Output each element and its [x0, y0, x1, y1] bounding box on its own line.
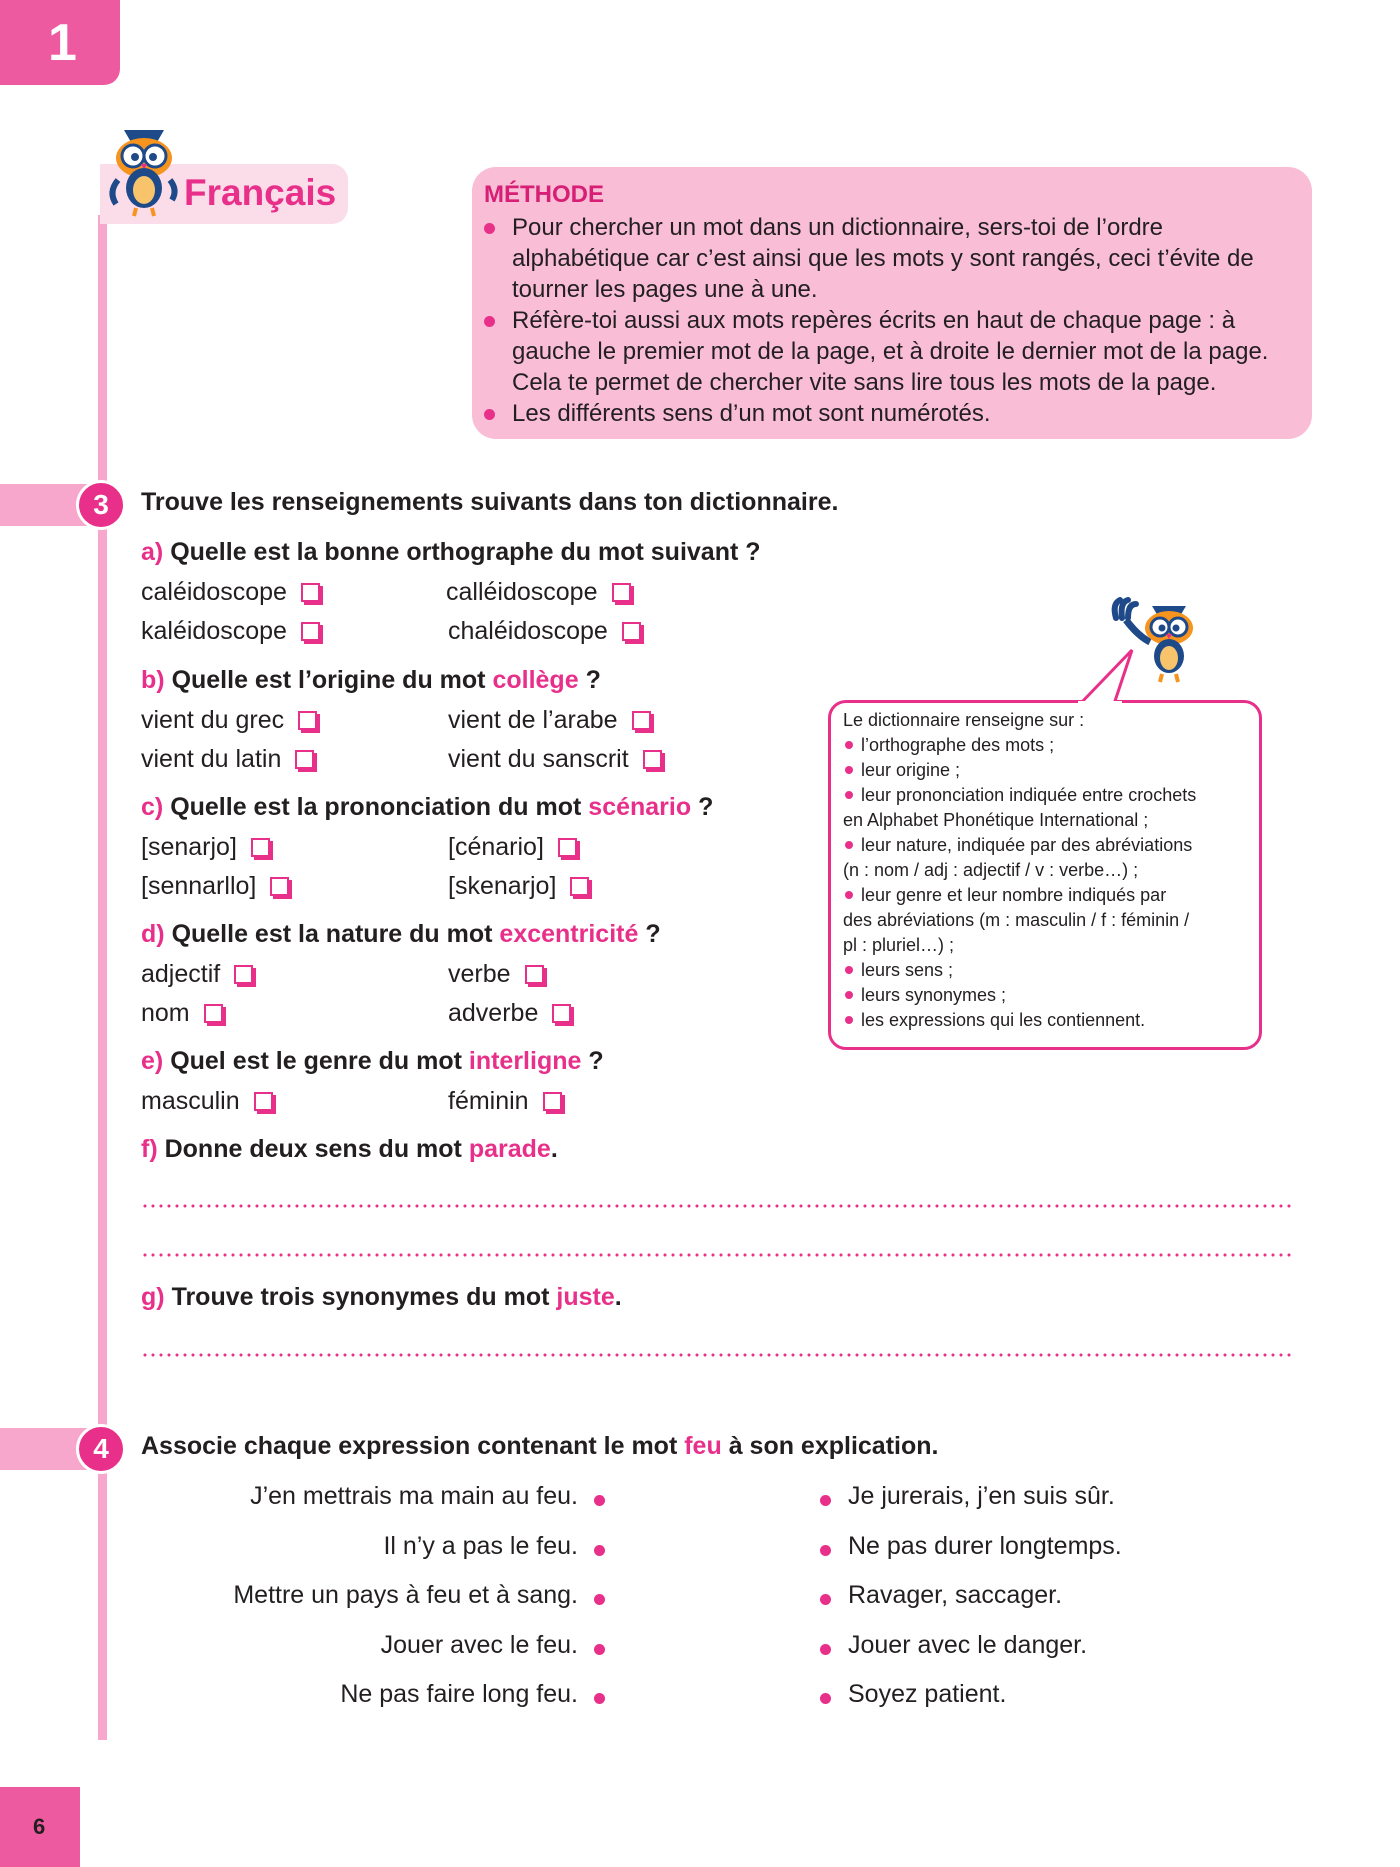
option-b-4[interactable] [448, 745, 662, 774]
question-text: Quelle est la nature du mot [171, 920, 493, 948]
question-end: . [550, 1135, 558, 1163]
option-label: chaléidoscope [448, 617, 608, 645]
page-number-tab [0, 1787, 80, 1867]
info-item: l’orthographe des mots ; [861, 735, 1055, 755]
option-label: nom [141, 999, 190, 1027]
expression-left: J’en mettrais ma main au feu. [250, 1482, 578, 1510]
question-keyword: interligne [468, 1047, 582, 1075]
checkbox[interactable] [301, 583, 320, 602]
option-d-2[interactable] [448, 960, 544, 989]
question-keyword: collège [492, 666, 579, 694]
page-number: 6 [33, 1814, 46, 1839]
option-a-1[interactable] [141, 578, 320, 607]
checkbox[interactable] [570, 877, 589, 896]
checkbox[interactable] [254, 1092, 273, 1111]
method-list [484, 212, 1304, 429]
option-e-2[interactable] [448, 1087, 562, 1116]
checkbox[interactable] [298, 711, 317, 730]
method-item: Les différents sens d’un mot sont numérotés. [484, 398, 1304, 429]
question-text: Quelle est l’origine du mot [171, 666, 486, 694]
bullet-icon [845, 766, 853, 774]
question-label: g) [141, 1283, 165, 1311]
option-d-4[interactable] [448, 999, 571, 1028]
question-text: Quelle est la bonne orthographe du mot suivant ? [170, 538, 761, 566]
exercise-4-title [141, 1432, 938, 1461]
question-end: ? [698, 793, 714, 821]
question-keyword: juste [556, 1283, 615, 1311]
question-end: ? [585, 666, 601, 694]
expression-right: Je jurerais, j’en suis sûr. [848, 1482, 1115, 1510]
expression-left: Jouer avec le feu. [380, 1631, 578, 1659]
question-label: a) [141, 538, 164, 566]
title-text: Associe chaque expression contenant le mot [141, 1432, 678, 1460]
match-dot-left[interactable] [594, 1693, 605, 1704]
question-d [141, 920, 661, 949]
checkbox[interactable] [270, 877, 289, 896]
chapter-number: 1 [48, 13, 77, 72]
option-b-1[interactable] [141, 706, 317, 735]
bullet-icon [845, 1016, 853, 1024]
info-item: en Alphabet Phonétique International ; [843, 810, 1149, 830]
question-f [141, 1135, 558, 1164]
match-dot-right[interactable] [820, 1693, 831, 1704]
margin-line [98, 215, 107, 1740]
match-dot-right[interactable] [820, 1644, 831, 1655]
option-label: [skenarjo] [448, 872, 557, 900]
question-end: ? [588, 1047, 604, 1075]
expression-right: Ne pas durer longtemps. [848, 1532, 1122, 1560]
exercise-3-title: Trouve les renseignements suivants dans ton dictionnaire. [141, 488, 839, 516]
chapter-tab [0, 0, 120, 85]
bullet-icon [845, 966, 853, 974]
option-label: adverbe [448, 999, 539, 1027]
expression-left: Mettre un pays à feu et à sang. [233, 1581, 578, 1609]
info-item: pl : pluriel…) ; [843, 935, 955, 955]
option-label: vient du sanscrit [448, 745, 629, 773]
option-label: calléidoscope [446, 578, 598, 606]
question-c [141, 793, 713, 822]
match-dot-right[interactable] [820, 1495, 831, 1506]
exercise-4-number: 4 [76, 1424, 126, 1474]
expression-left: Ne pas faire long feu. [340, 1680, 578, 1708]
checkbox[interactable] [251, 838, 270, 857]
option-label: féminin [448, 1087, 529, 1115]
expression-right: Ravager, saccager. [848, 1581, 1063, 1609]
answer-line[interactable] [141, 1253, 1291, 1257]
option-label: adjectif [141, 960, 221, 988]
option-label: masculin [141, 1087, 240, 1115]
checkbox[interactable] [558, 838, 577, 857]
question-label: e) [141, 1047, 164, 1075]
owl-icon [104, 120, 184, 220]
question-text: Quelle est la prononciation du mot [170, 793, 582, 821]
bullet-icon [845, 741, 853, 749]
match-dot-left[interactable] [594, 1594, 605, 1605]
question-text: Donne deux sens du mot [164, 1135, 462, 1163]
method-title: MÉTHODE [484, 181, 604, 208]
bullet-icon [845, 891, 853, 899]
option-label: vient du latin [141, 745, 282, 773]
question-e [141, 1047, 604, 1076]
option-c-2[interactable] [448, 833, 577, 862]
checkbox[interactable] [234, 965, 253, 984]
bullet-icon [845, 791, 853, 799]
bullet-icon [845, 841, 853, 849]
info-item: des abréviations (m : masculin / f : féminin / [843, 910, 1190, 930]
option-label: vient du grec [141, 706, 285, 734]
option-a-4[interactable] [448, 617, 641, 646]
option-label: vient de l’arabe [448, 706, 618, 734]
question-label: d) [141, 920, 165, 948]
expression-right: Soyez patient. [848, 1680, 1007, 1708]
question-a [141, 538, 761, 567]
answer-line[interactable] [141, 1204, 1291, 1208]
question-label: b) [141, 666, 165, 694]
info-item: leur origine ; [861, 760, 961, 780]
checkbox[interactable] [204, 1004, 223, 1023]
option-label: verbe [448, 960, 511, 988]
option-b-2[interactable] [448, 706, 651, 735]
info-text [843, 708, 1253, 1033]
checkbox[interactable] [301, 622, 320, 641]
question-keyword: excentricité [499, 920, 639, 948]
option-label: caléidoscope [141, 578, 287, 606]
option-label: kaléidoscope [141, 617, 287, 645]
option-label: [cénario] [448, 833, 544, 861]
exercise-3-number: 3 [76, 480, 126, 530]
option-e-1[interactable] [141, 1087, 273, 1116]
option-b-3[interactable] [141, 745, 314, 774]
info-item: (n : nom / adj : adjectif / v : verbe…) ; [843, 860, 1139, 880]
checkbox[interactable] [622, 622, 641, 641]
option-a-2[interactable] [446, 578, 631, 607]
subject-title: Français [184, 172, 337, 213]
question-label: c) [141, 793, 164, 821]
bubble-pointer [1070, 646, 1140, 706]
checkbox[interactable] [295, 750, 314, 769]
expression-left: Il n’y a pas le feu. [383, 1532, 578, 1560]
option-a-3[interactable] [141, 617, 320, 646]
question-keyword: parade [468, 1135, 551, 1163]
info-item: leur genre et leur nombre indiqués par [861, 885, 1167, 905]
checkbox[interactable] [612, 583, 631, 602]
question-end: ? [645, 920, 661, 948]
method-item: Réfère-toi aussi aux mots repères écrits en haut de chaque page : à gauche le premier mot de la page, et à droite le dernier mot de la page. Cela te permet de chercher vite sans lire tous les mots de la page. [484, 305, 1304, 398]
title-text: à son explication. [728, 1432, 939, 1460]
title-keyword: feu [684, 1432, 722, 1460]
question-text: Quel est le genre du mot [170, 1047, 462, 1075]
question-label: f) [141, 1135, 158, 1163]
option-label: [sennarllo] [141, 872, 257, 900]
info-item: les expressions qui les contiennent. [861, 1010, 1146, 1030]
checkbox[interactable] [525, 965, 544, 984]
option-d-1[interactable] [141, 960, 253, 989]
match-dot-right[interactable] [820, 1545, 831, 1556]
option-d-3[interactable] [141, 999, 223, 1028]
checkbox[interactable] [543, 1092, 562, 1111]
info-intro: Le dictionnaire renseigne sur : [843, 710, 1085, 730]
match-dot-left[interactable] [594, 1545, 605, 1556]
option-label: [senarjo] [141, 833, 237, 861]
question-end: . [614, 1283, 622, 1311]
match-dot-right[interactable] [820, 1594, 831, 1605]
expression-right: Jouer avec le danger. [848, 1631, 1088, 1659]
question-b [141, 666, 601, 695]
answer-line[interactable] [141, 1353, 1291, 1357]
info-item: leurs sens ; [861, 960, 954, 980]
question-text: Trouve trois synonymes du mot [171, 1283, 550, 1311]
option-c-1[interactable] [141, 833, 270, 862]
question-keyword: scénario [588, 793, 692, 821]
match-dot-left[interactable] [594, 1495, 605, 1506]
info-item: leurs synonymes ; [861, 985, 1007, 1005]
match-dot-left[interactable] [594, 1644, 605, 1655]
question-g [141, 1283, 622, 1312]
option-c-4[interactable] [448, 872, 589, 901]
checkbox[interactable] [643, 750, 662, 769]
checkbox[interactable] [632, 711, 651, 730]
bullet-icon [845, 991, 853, 999]
checkbox[interactable] [552, 1004, 571, 1023]
option-c-3[interactable] [141, 872, 289, 901]
info-item: leur nature, indiquée par des abréviations [861, 835, 1193, 855]
info-item: leur prononciation indiquée entre crochets [861, 785, 1197, 805]
method-item: Pour chercher un mot dans un dictionnaire, sers-toi de l’ordre alphabétique car c’est ainsi que les mots y sont rangés, ceci t’évite de tourner les pages une à une. [484, 212, 1304, 305]
